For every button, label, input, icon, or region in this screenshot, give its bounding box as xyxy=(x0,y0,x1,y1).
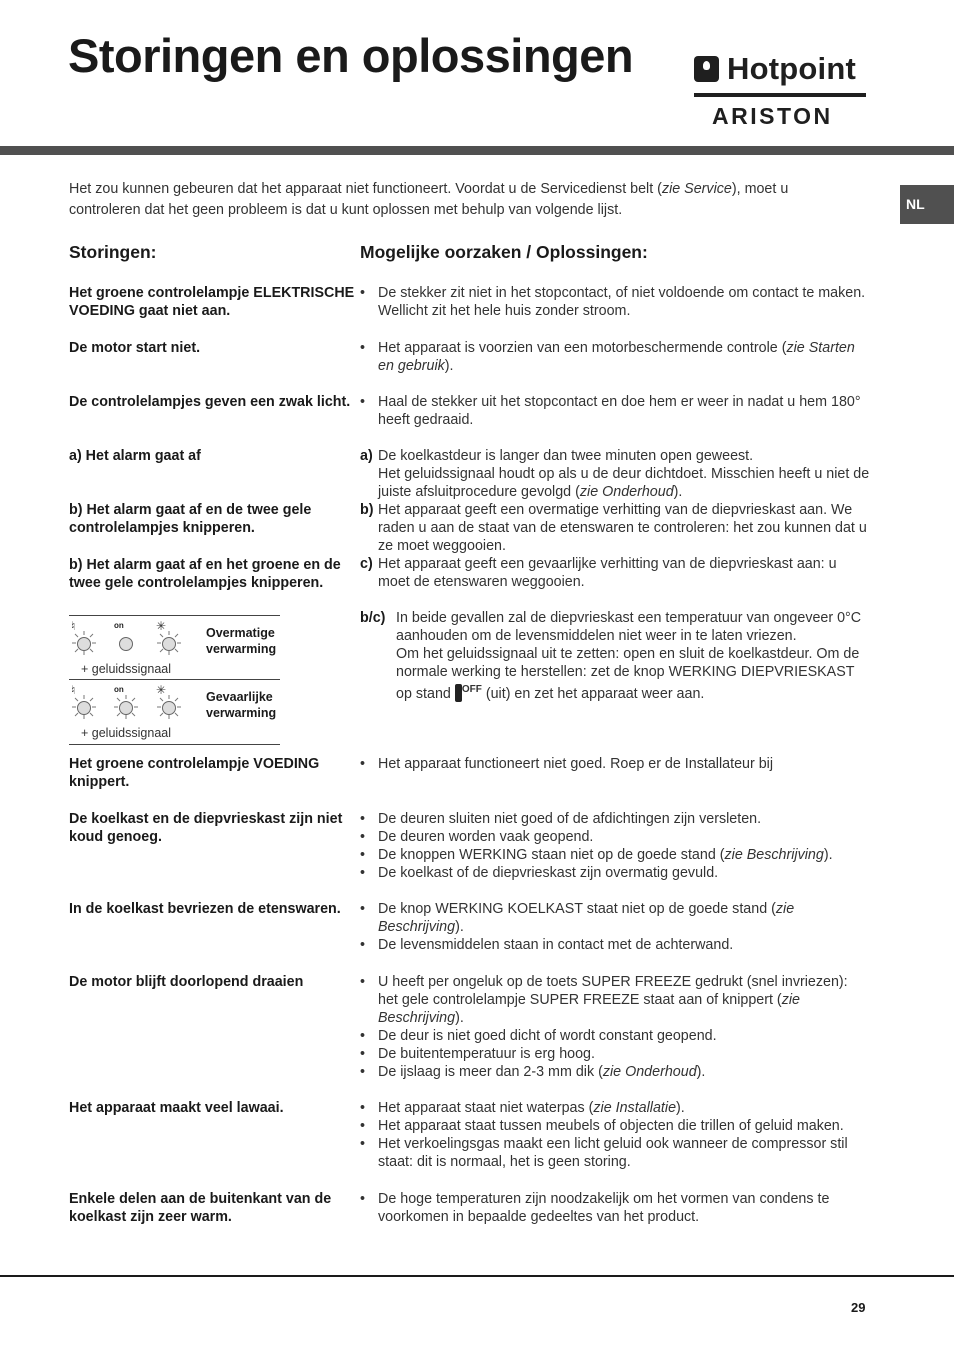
snowflake-icon: ✳ xyxy=(156,683,167,697)
brand-divider xyxy=(694,93,866,97)
fault-alarm-c: b) Het alarm gaat af en het groene en de twee gele controlelampjes knipperen. xyxy=(69,557,341,591)
list-item: • De ijslaag is meer dan 2-3 mm dik (zie Onderhoud). xyxy=(360,1063,870,1081)
solution-power-lamp xyxy=(360,284,870,320)
on-label: on xyxy=(114,621,124,630)
list-item: • Het apparaat is voorzien van een motorbeschermende controle (zie Starten en gebruik). xyxy=(360,339,870,375)
green-lamp xyxy=(119,637,133,651)
fault-power-lamp: Het groene controlelampje ELEKTRISCHE VOEDING gaat niet aan. xyxy=(69,285,355,319)
solution-weak-lamps xyxy=(360,393,870,429)
list-item: • U heeft per ongeluk op de toets SUPER FREEZE gedrukt (snel invriezen): het gele controlelampje SUPER FREEZE staat aan of knippert (zie Beschrijving). xyxy=(360,973,870,1027)
solution-not-cold xyxy=(360,810,870,882)
solution-noise xyxy=(360,1099,870,1171)
solution-alarm-c: c) Het apparaat geeft een gevaarlijke verhitting van de diepvrieskast aan: u moet de etenswaren weggooien. xyxy=(360,556,837,590)
on-label: on xyxy=(114,685,124,694)
lamp-diagram-excessive-heating xyxy=(69,615,280,679)
header-bar xyxy=(0,146,954,155)
list-item: • De hoge temperaturen zijn noodzakelijk om het vormen van condens te voorkomen in bepaalde gedeeltes van het product. xyxy=(360,1190,870,1226)
fault-power-blinking: Het groene controlelampje VOEDING knippert. xyxy=(69,756,320,790)
solution-alarm xyxy=(360,447,870,703)
list-item: • De knop WERKING KOELKAST staat niet op de goede stand (zie Beschrijving). xyxy=(360,900,870,936)
solution-power-blinking xyxy=(360,755,870,773)
list-item: • De koelkast of de diepvrieskast zijn overmatig gevuld. xyxy=(360,864,870,882)
solution-motor-start xyxy=(360,339,870,375)
off-label: OFF xyxy=(461,684,482,695)
solution-food-freezing xyxy=(360,900,870,954)
footer-rule xyxy=(0,1275,954,1277)
yellow-lamp-flashing xyxy=(162,637,176,651)
signal-caption: + geluidssignaal xyxy=(81,726,171,740)
signal-caption: + geluidssignaal xyxy=(81,662,171,676)
list-item: • Het apparaat functioneert niet goed. Roep er de Installateur bij xyxy=(360,755,870,773)
brand-ariston: ARISTON xyxy=(712,103,833,129)
list-item: • De levensmiddelen staan in contact met de achterwand. xyxy=(360,936,870,954)
solution-alarm-bc: b/c) In beide gevallen zal de diepvrieskast een temperatuur van ongeveer 0°C aanhouden om de levensmiddelen niet weer in te laten vriezen. Om het geluidssignaal uit te zetten: open en sluit de koelkastdeur. Om de normale werking te herstellen: zet de knop WERKING DIEPVRIESKAST op stand $^{OFF}$ (uit) en zet het apparaat weer aan. xyxy=(360,610,862,702)
freezer-alarm-icon: ♮ xyxy=(71,619,76,633)
fault-alarm-a: a) Het alarm gaat af xyxy=(69,448,201,464)
hotpoint-ariston-logo xyxy=(694,50,868,130)
list-item: • De knoppen WERKING staan niet op de goede stand (zie Beschrijving). xyxy=(360,846,870,864)
snowflake-icon: ✳ xyxy=(156,619,167,633)
brand-hotpoint: Hotpoint xyxy=(727,51,856,86)
solution-warm-exterior xyxy=(360,1190,870,1226)
green-lamp-flashing xyxy=(119,701,133,715)
solution-motor-running xyxy=(360,973,870,1081)
solution-alarm-a: a) De koelkastdeur is langer dan twee minuten open geweest. Het geluidssignaal houdt op als u de deur dichtdoet. Misschien heeft u niet de juiste afsluitprocedure gevolgd (zie Onderhoud). xyxy=(360,448,870,500)
list-item: • De deuren sluiten niet goed of de afdichtingen zijn versleten. xyxy=(360,810,870,828)
diagram-label: Overmatige verwarming xyxy=(206,626,277,656)
language-tab: NL xyxy=(900,185,954,224)
diagram-label: Gevaarlijke verwarming xyxy=(206,690,277,720)
fault-not-cold: De koelkast en de diepvrieskast zijn niet koud genoeg. xyxy=(69,811,343,845)
fault-food-freezing: In de koelkast bevriezen de etenswaren. xyxy=(69,901,341,917)
page-title: Storingen en oplossingen xyxy=(68,29,634,82)
yellow-lamp-flashing xyxy=(77,637,91,651)
list-item: • Het verkoelingsgas maakt een licht geluid ook wanneer de compressor stil staat: dit is normaal, het is geen storing. xyxy=(360,1135,870,1171)
page-number: 29 xyxy=(851,1300,866,1315)
freezer-alarm-icon: ♮ xyxy=(71,683,76,697)
freezer-knob-off-icon xyxy=(455,684,462,702)
fault-noise: Het apparaat maakt veel lawaai. xyxy=(69,1100,284,1116)
list-item: • De deuren worden vaak geopend. xyxy=(360,828,870,846)
yellow-lamp-flashing xyxy=(162,701,176,715)
fault-weak-lamps: De controlelampjes geven een zwak licht. xyxy=(69,394,351,410)
fault-warm-exterior: Enkele delen aan de buitenkant van de koelkast zijn zeer warm. xyxy=(69,1191,332,1225)
list-item: • Haal de stekker uit het stopcontact en doe hem er weer in nadat u hem 180° heeft gedraaid. xyxy=(360,393,870,429)
fault-motor-start: De motor start niet. xyxy=(69,340,201,356)
column-heading-faults: Storingen: xyxy=(69,242,157,262)
column-heading-solutions: Mogelijke oorzaken / Oplossingen: xyxy=(360,242,648,262)
list-item: • Het apparaat staat niet waterpas (zie Installatie). xyxy=(360,1099,870,1117)
fault-alarm-b: b) Het alarm gaat af en de twee gele controlelampjes knipperen. xyxy=(69,502,312,536)
list-item: • De stekker zit niet in het stopcontact, of niet voldoende om contact te maken. Wellicht zit het hele huis zonder stroom. xyxy=(360,284,870,320)
intro-text: Het zou kunnen gebeuren dat het apparaat niet functioneert. Voordat u de Servicedienst belt (zie Service), moet u controleren dat het geen probleem is dat u kunt oplossen met behulp van volgende lijst. xyxy=(69,181,789,218)
list-item: • Het apparaat staat tussen meubels of objecten die trillen of geluid maken. xyxy=(360,1117,870,1135)
solution-alarm-b: b) Het apparaat geeft een overmatige verhitting van de diepvrieskast aan. We raden u aan de staat van de etenswaren te controleren: het zou kunnen dat u ze moet weggooien. xyxy=(360,502,867,554)
list-item: • De buitentemperatuur is erg hoog. xyxy=(360,1045,870,1063)
yellow-lamp-flashing xyxy=(77,701,91,715)
fault-motor-running: De motor blijft doorlopend draaien xyxy=(69,974,304,990)
list-item: • De deur is niet goed dicht of wordt constant geopend. xyxy=(360,1027,870,1045)
lamp-diagram-dangerous-heating xyxy=(69,679,280,745)
hotpoint-emblem-icon xyxy=(694,56,719,82)
